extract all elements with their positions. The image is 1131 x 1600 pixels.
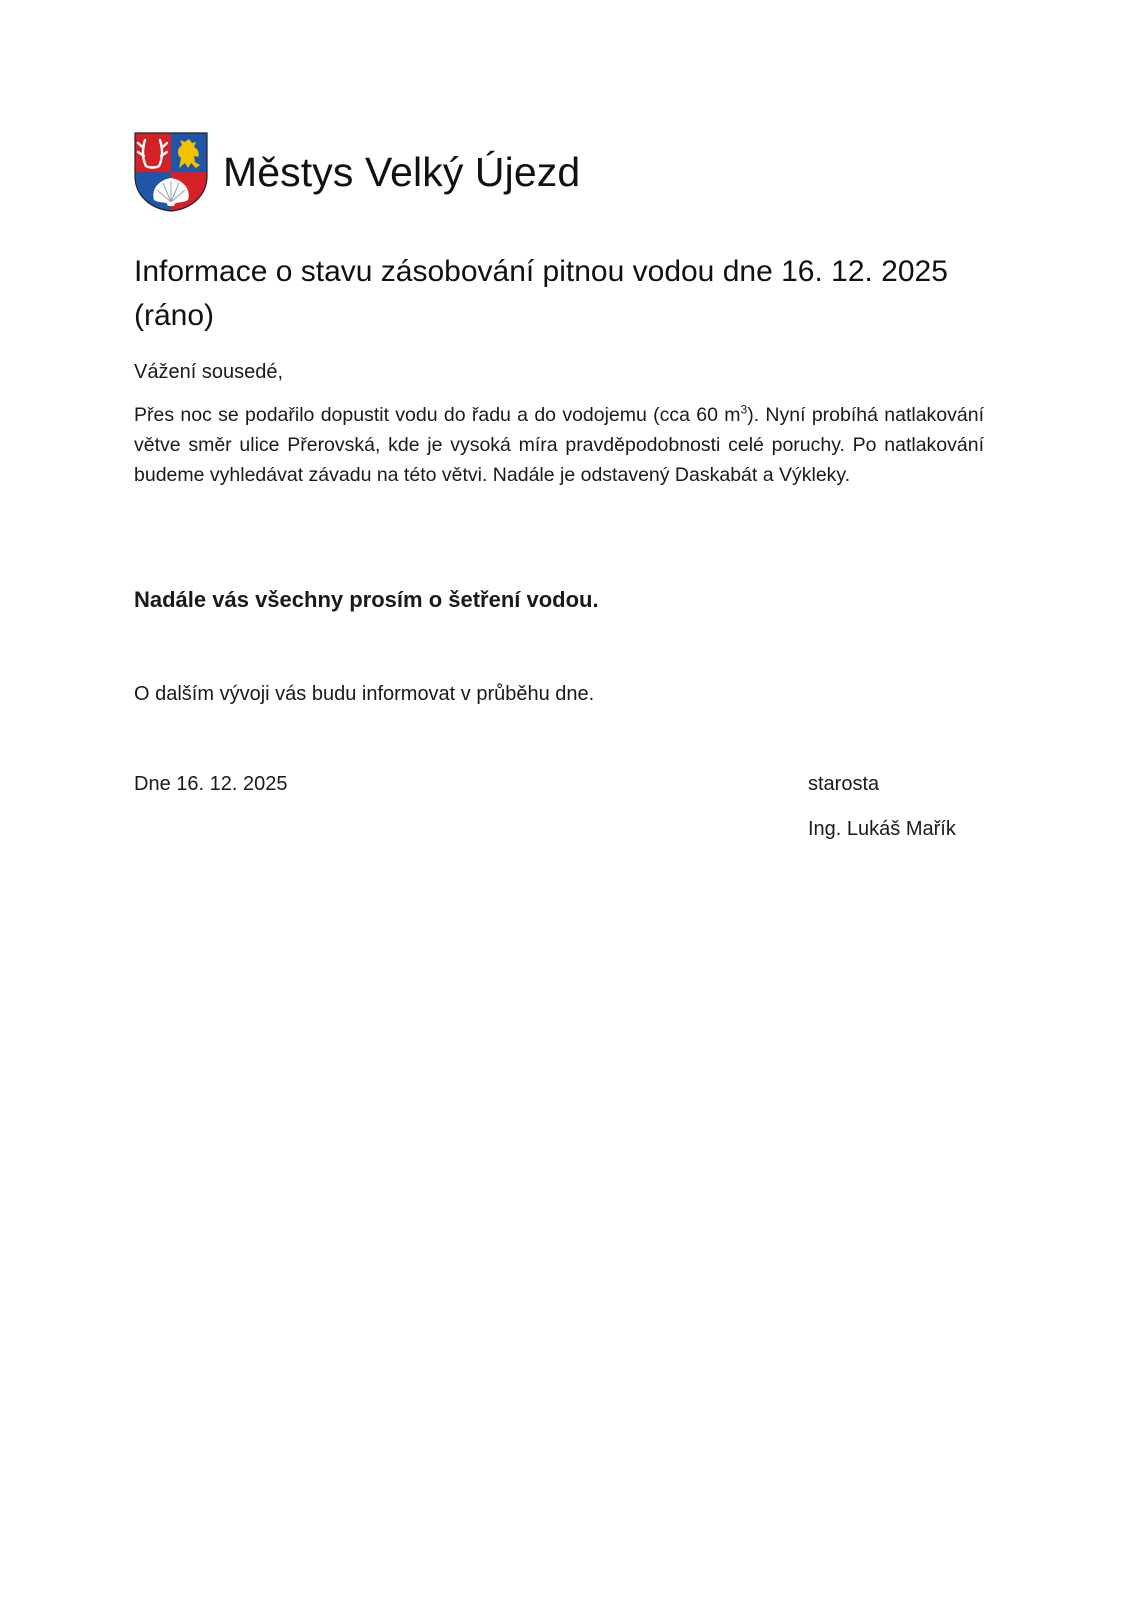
title-line-2: (ráno) [134, 299, 215, 332]
document-title [134, 250, 994, 338]
body-text-part-2: ). Nyní probíhá natlakování větve směr ulice Přerovská, kde je vysoká míra pravděpodobnosti celé poruchy. Po natlakování budeme vyhledávat závadu na této větvi. Nadále je odstavený Daskabát a Výkleky. [134, 404, 984, 486]
signature-name: Ing. Lukáš Mařík [808, 818, 956, 840]
title-line-1: Informace o stavu zásobování pitnou vodou dne 16. 12. 2025 [134, 255, 948, 288]
water-saving-appeal: Nadále vás všechny prosím o šetření vodou. [134, 587, 599, 612]
body-text-part-1: Přes noc se podařilo dopustit vodu do řadu a do vodojemu (cca 60 m [134, 404, 741, 426]
org-name: Městys Velký Újezd [223, 148, 581, 195]
document-date: Dne 16. 12. 2025 [134, 773, 288, 795]
body-paragraph [134, 400, 984, 490]
coat-of-arms-icon [134, 132, 208, 212]
signature-role: starosta [808, 773, 880, 795]
superscript-three: 3 [740, 402, 748, 417]
greeting: Vážení sousedé, [134, 361, 283, 383]
followup-note: O dalším vývoji vás budu informovat v průběhu dne. [134, 683, 595, 705]
letterhead [134, 132, 580, 212]
